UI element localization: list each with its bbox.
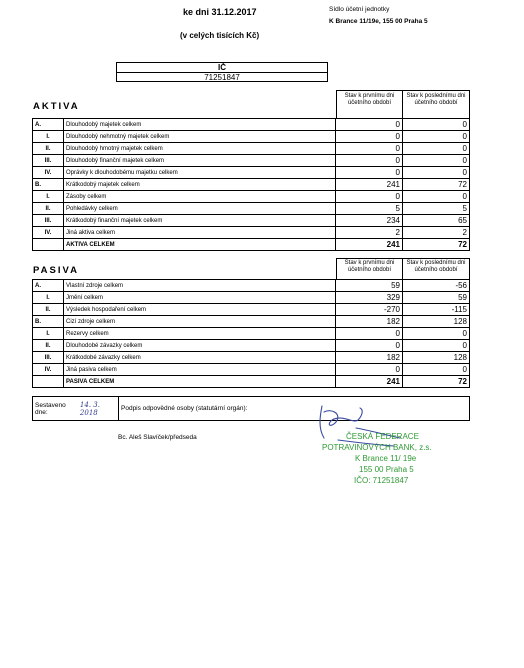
- table-row: [33, 167, 470, 179]
- row-label: Dlouhodobý hmotný majetek celkem: [64, 143, 336, 155]
- row-code: I.: [33, 191, 64, 203]
- row-current: 59: [336, 280, 403, 292]
- compiled-on-label: Sestaveno dne:: [35, 401, 66, 416]
- organization-stamp: [300, 400, 500, 510]
- row-label: Dlouhodobý nehmotný majetek celkem: [64, 131, 336, 143]
- ico-label: IČ: [218, 63, 226, 72]
- total-label: AKTIVA CELKEM: [64, 239, 336, 251]
- row-code: A.: [33, 119, 64, 131]
- row-code: B.: [33, 316, 64, 328]
- row-last: 0: [403, 364, 470, 376]
- row-current: 5: [336, 203, 403, 215]
- pasiva-col-last: Stav k poslednímu dni účetního období: [406, 260, 466, 273]
- row-current: 0: [336, 119, 403, 131]
- row-last: 0: [403, 340, 470, 352]
- row-label: Zásoby celkem: [64, 191, 336, 203]
- row-code: II.: [33, 304, 64, 316]
- compiled-on-date: 14. 3. 2018: [79, 400, 100, 417]
- row-label: Dlouhodobý majetek celkem: [64, 119, 336, 131]
- table-row: [33, 292, 470, 304]
- row-last: 0: [403, 328, 470, 340]
- row-label: Dlouhodobý finanční majetek celkem: [64, 155, 336, 167]
- row-last: 72: [403, 179, 470, 191]
- row-current: 0: [336, 167, 403, 179]
- row-code: II.: [33, 340, 64, 352]
- stamp-line-3: K Brance 11/ 19e: [355, 454, 417, 463]
- row-last: 59: [403, 292, 470, 304]
- total-current: 241: [336, 239, 403, 251]
- row-label: Oprávky k dlouhodobému majetku celkem: [64, 167, 336, 179]
- row-label: Cizí zdroje celkem: [64, 316, 336, 328]
- row-last: 0: [403, 167, 470, 179]
- row-code: I.: [33, 328, 64, 340]
- row-last: -56: [403, 280, 470, 292]
- table-row: [33, 304, 470, 316]
- row-code: II.: [33, 203, 64, 215]
- total-row: [33, 376, 470, 388]
- row-code: II.: [33, 143, 64, 155]
- row-current: -270: [336, 304, 403, 316]
- seat-address: K Brance 11/19e, 155 00 Praha 5: [329, 18, 428, 25]
- total-last: 72: [403, 239, 470, 251]
- row-label: Jiná pasiva celkem: [64, 364, 336, 376]
- total-row: [33, 239, 470, 251]
- row-label: Výsledek hospodaření celkem: [64, 304, 336, 316]
- row-code: I.: [33, 131, 64, 143]
- pasiva-column-headers: [336, 258, 470, 279]
- row-code: III.: [33, 352, 64, 364]
- row-label: Rezervy celkem: [64, 328, 336, 340]
- row-current: 2: [336, 227, 403, 239]
- row-current: 0: [336, 340, 403, 352]
- pasiva-title: PASIVA: [33, 265, 79, 276]
- row-last: 0: [403, 131, 470, 143]
- currency-units: (v celých tisících Kč): [180, 31, 260, 40]
- row-current: 0: [336, 155, 403, 167]
- row-last: 128: [403, 352, 470, 364]
- row-label: Dlouhodobé závazky celkem: [64, 340, 336, 352]
- table-row: [33, 227, 470, 239]
- table-row: [33, 143, 470, 155]
- stamp-line-2: POTRAVINOVÝCH BANK, z.s.: [322, 443, 432, 452]
- row-label: Pohledávky celkem: [64, 203, 336, 215]
- row-label: Jmění celkem: [64, 292, 336, 304]
- row-code: IV.: [33, 364, 64, 376]
- row-current: 0: [336, 191, 403, 203]
- signer-name: Bc. Aleš Slavíček/předseda: [118, 434, 197, 441]
- aktiva-title: AKTIVA: [33, 101, 80, 112]
- row-current: 182: [336, 316, 403, 328]
- table-row: [33, 328, 470, 340]
- seat-label: Sídlo účetní jednotky: [329, 6, 390, 13]
- row-last: 0: [403, 191, 470, 203]
- row-code: A.: [33, 280, 64, 292]
- row-last: 0: [403, 155, 470, 167]
- total-label: PASIVA CELKEM: [64, 376, 336, 388]
- row-label: Jiná aktiva celkem: [64, 227, 336, 239]
- row-code: III.: [33, 215, 64, 227]
- table-row: [33, 316, 470, 328]
- row-last: 65: [403, 215, 470, 227]
- row-code: IV.: [33, 167, 64, 179]
- compiled-on-cell: [33, 397, 119, 420]
- aktiva-col-last: Stav k poslednímu dni účetního období: [406, 93, 466, 106]
- row-last: 128: [403, 316, 470, 328]
- table-row: [33, 155, 470, 167]
- table-row: [33, 203, 470, 215]
- table-row: [33, 131, 470, 143]
- table-row: [33, 364, 470, 376]
- signature-label: Podpis odpovědné osoby (statutární orgán):: [121, 405, 248, 412]
- table-row: [33, 191, 470, 203]
- pasiva-table: [32, 279, 470, 388]
- row-last: -115: [403, 304, 470, 316]
- row-code: I.: [33, 292, 64, 304]
- row-last: 5: [403, 203, 470, 215]
- total-last: 72: [403, 376, 470, 388]
- row-current: 0: [336, 364, 403, 376]
- row-current: 241: [336, 179, 403, 191]
- row-last: 0: [403, 143, 470, 155]
- aktiva-col-current: Stav k prvnímu dni účetního období: [337, 91, 403, 118]
- total-current: 241: [336, 376, 403, 388]
- stamp-line-4: 155 00 Praha 5: [359, 465, 414, 474]
- table-row: [33, 179, 470, 191]
- row-current: 329: [336, 292, 403, 304]
- table-row: [33, 215, 470, 227]
- statement-date: ke dni 31.12.2017: [183, 7, 257, 17]
- row-last: 0: [403, 119, 470, 131]
- table-row: [33, 280, 470, 292]
- row-label: Krátkodobé závazky celkem: [64, 352, 336, 364]
- row-last: 2: [403, 227, 470, 239]
- row-current: 0: [336, 328, 403, 340]
- stamp-line-5: IČO: 71251847: [354, 476, 409, 485]
- row-current: 0: [336, 143, 403, 155]
- row-label: Krátkodobý finanční majetek celkem: [64, 215, 336, 227]
- aktiva-column-headers: [336, 90, 470, 118]
- aktiva-table: [32, 118, 470, 251]
- ico-value: 71251847: [117, 72, 327, 81]
- signature-cell: [119, 397, 247, 420]
- row-current: 182: [336, 352, 403, 364]
- row-label: Krátkodobý majetek celkem: [64, 179, 336, 191]
- row-current: 234: [336, 215, 403, 227]
- row-label: Vlastní zdroje celkem: [64, 280, 336, 292]
- ico-box: [116, 62, 328, 82]
- row-code: B.: [33, 179, 64, 191]
- table-row: [33, 352, 470, 364]
- stamp-line-1: ČESKÁ FEDERACE: [346, 432, 419, 441]
- pasiva-col-current: Stav k prvnímu dni účetního období: [337, 259, 403, 279]
- row-current: 0: [336, 131, 403, 143]
- table-row: [33, 340, 470, 352]
- table-row: [33, 119, 470, 131]
- row-code: III.: [33, 155, 64, 167]
- row-code: IV.: [33, 227, 64, 239]
